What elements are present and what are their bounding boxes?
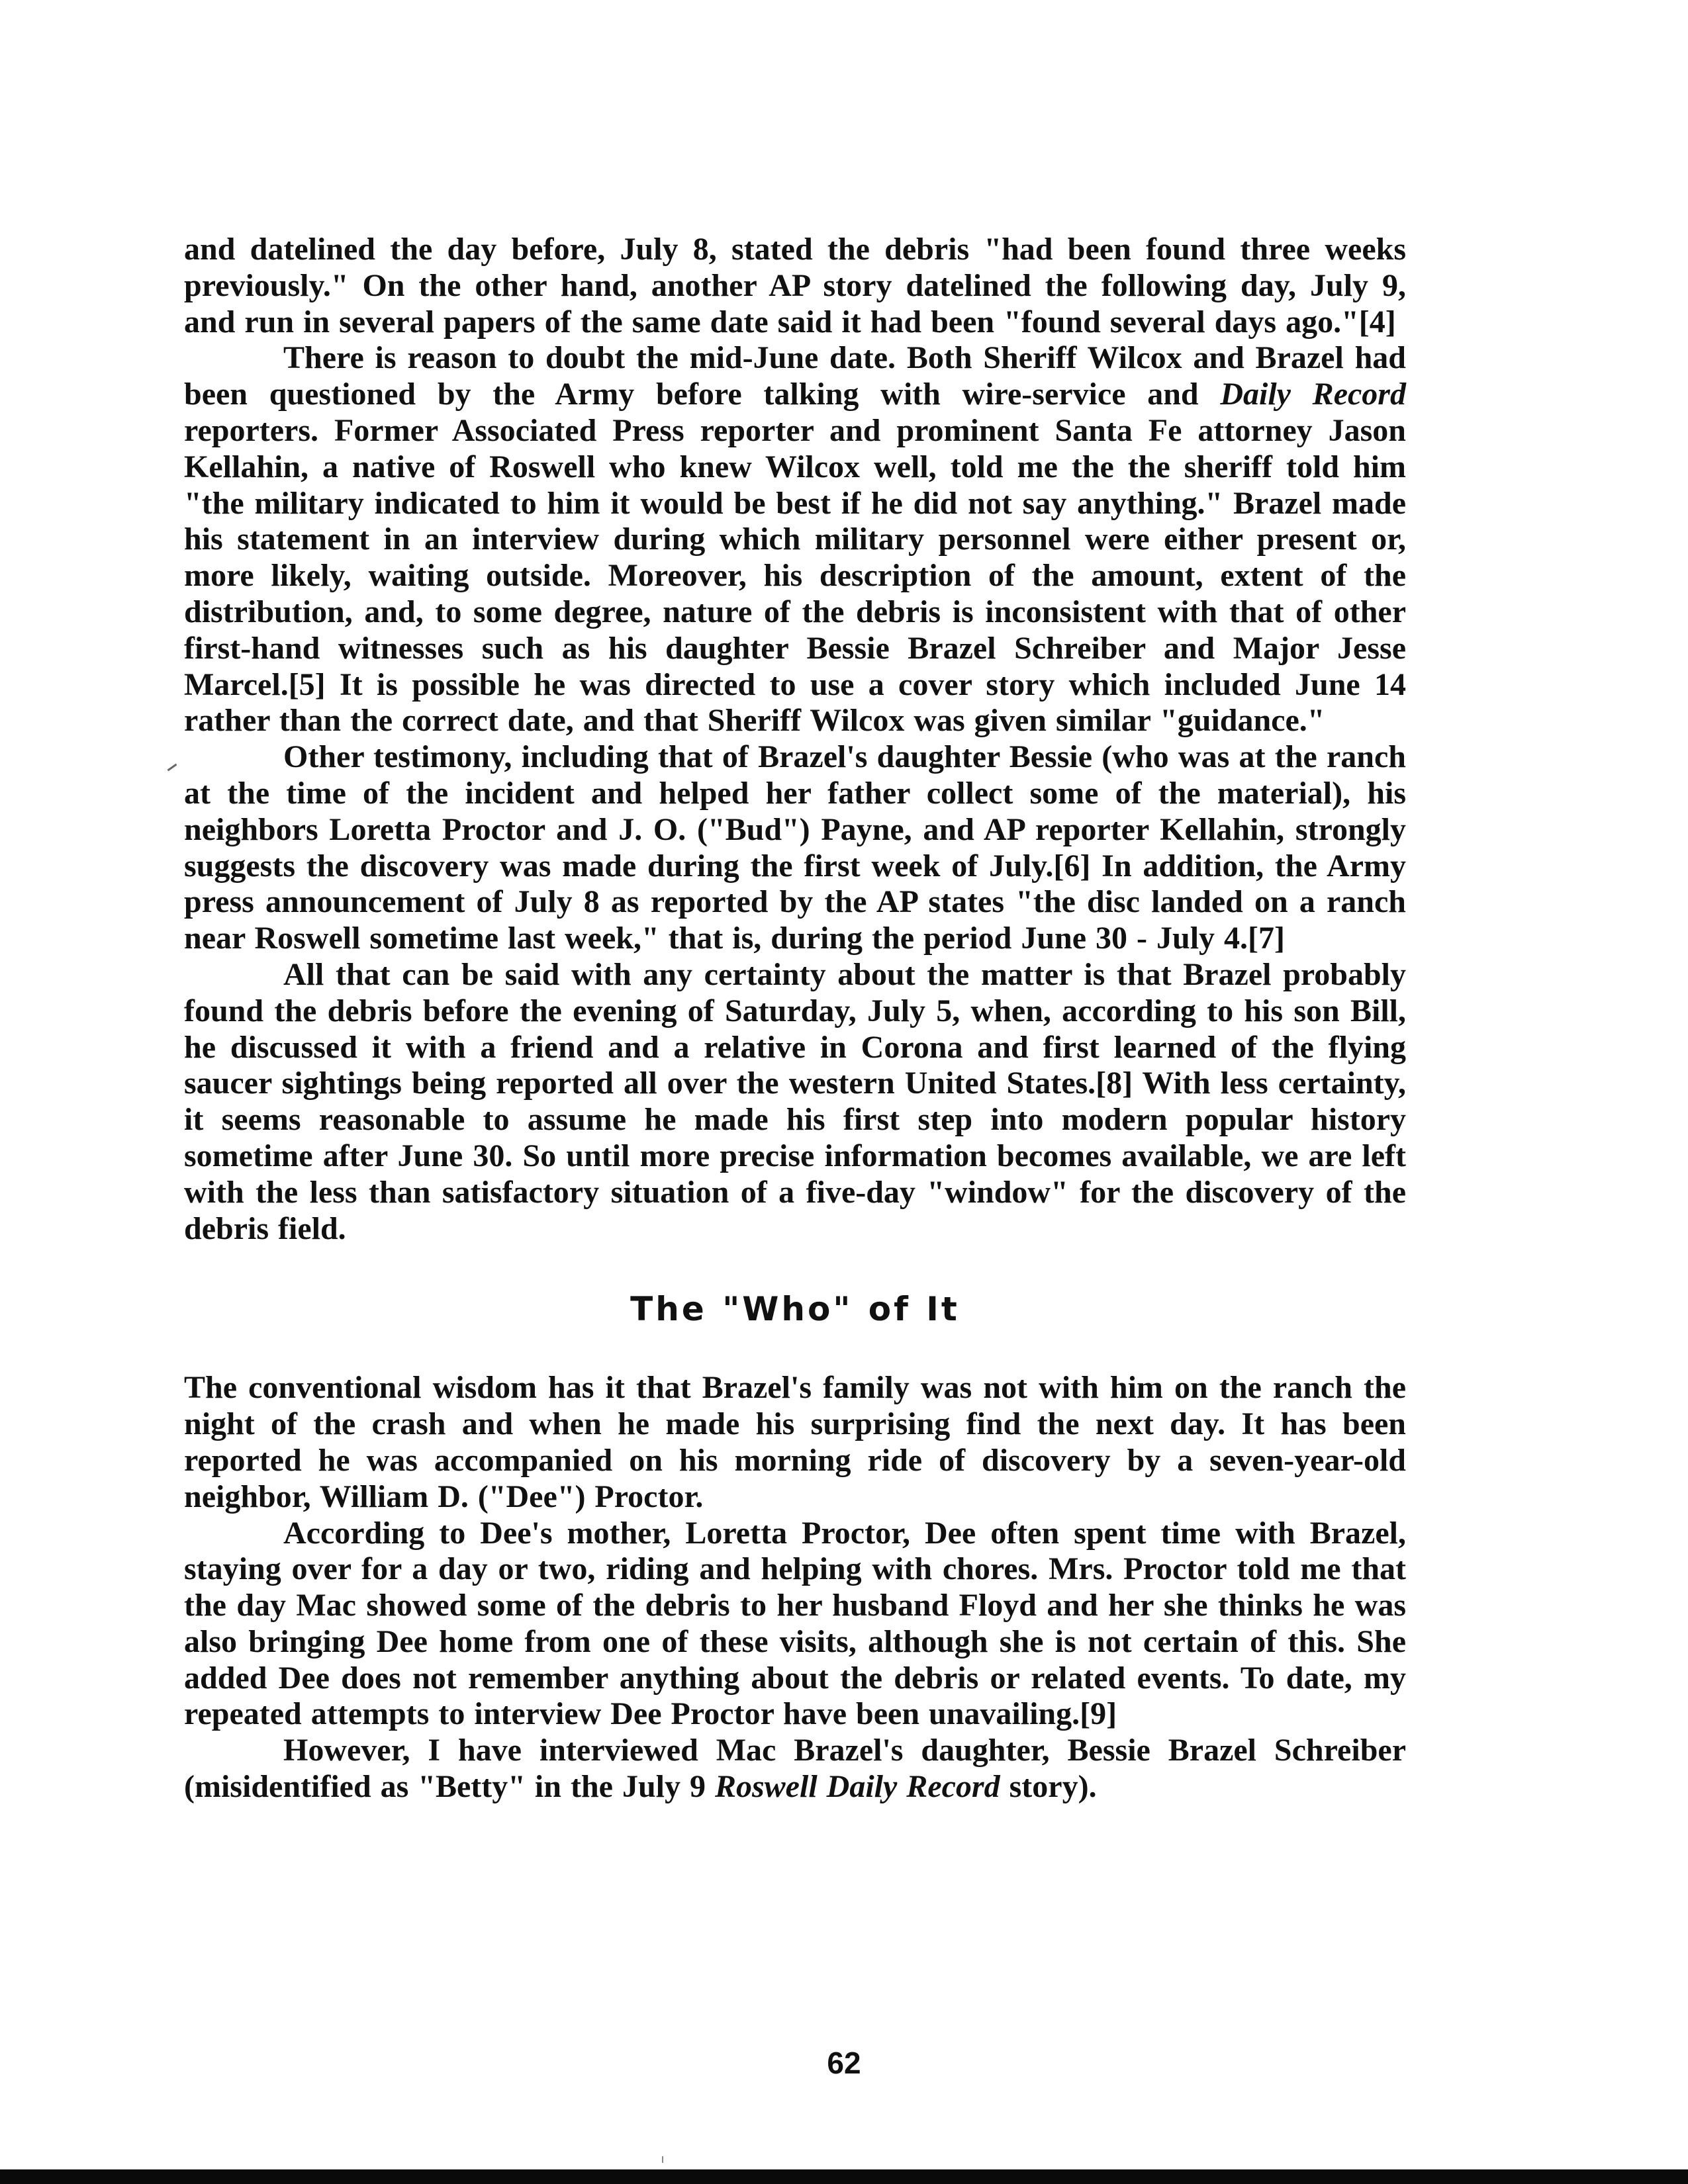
body-text-bottom [184,1370,1406,1805]
paragraph-text: story). [1000,1769,1097,1805]
paragraph-text: All that can be said with any certainty about the matter is that Brazel probably found the debris before the evening of Saturday, July 5, when, according to his son Bill, he discussed it with a friend and a relative in Corona and first learned of the flying saucer sightings being reported all over the western United States.[8] With less certainty, it seems reasonable to assume he made his first step into modern popular history sometime after June 30. So until more precise information becomes available, we are left with the less than satisfactory situation of a five-day "window" for the discovery of the debris field. [184,956,1406,1246]
paragraph-text: wisdom has it that Brazel's family was not with him on the ranch the night of the crash and when he made his surprising find the next day. It has been reported he was accompanied on his morning ride of discovery by a seven-year-old neighbor, William D. ("Dee") Proctor. [184,1370,1406,1514]
paragraph [184,1733,1406,1805]
scan-edge-bar [0,2169,1688,2184]
paragraph-text: and datelined the day before, July 8, stated the debris "had been found three weeks previously." On the other hand, another AP story datelined the following day, July 9, and run in several papers of the same date said it had been "found several days ago."[4] [184,232,1406,340]
paragraph-text: There is reason to doubt the mid-June date. Both Sheriff Wilcox and Brazel had been questioned by the Army before talking with wire-service and [184,340,1406,412]
section-heading: The "Who" of It [630,1290,960,1329]
paragraph [184,340,1406,739]
paragraph [184,1516,1406,1733]
paragraph [184,232,1406,340]
paragraph [184,957,1406,1247]
body-text-top [184,232,1406,1247]
text-column [184,232,1406,1805]
paragraph-text: Other testimony, including that of Brazel's daughter Bessie (who was at the ranch at the time of the incident and helped her father collect some of the material), his neighbors Loretta Proctor and J. O. ("Bud") Payne, and AP reporter Kellahin, strongly suggests the discovery was made during the first week of July.[6] In addition, the Army press announcement of July 8 as reported by the AP states "the disc landed on a ranch near Roswell sometime last week," that is, during the period June 30 - July 4.[7] [184,739,1406,956]
paragraph-text: According to Dee's mother, Loretta Proctor, Dee often spent time with Brazel, staying over for a day or two, riding and helping with chores. Mrs. Proctor told me that the day Mac showed some of the debris to her husband Floyd and her she thinks he was also bringing Dee home from one of these visits, although she is not certain of this. She added Dee does not remember anything about the debris or related events. To date, my repeated attempts to interview Dee Proctor have been unavailing.[9] [184,1515,1406,1732]
publication-title: Roswell Daily Record [714,1769,1000,1805]
publication-title: Daily Record [1220,377,1406,412]
page-number: 62 [827,2046,861,2080]
paragraph [184,739,1406,957]
paragraph-text: reporters. Former Associated Press reporter and prominent Santa Fe attorney Jason Kellahin, a native of Roswell who knew Wilcox well, told me the the sheriff told him "the military indicated to him it would be best if he did not say anything." Brazel made his statement in an interview during which military personnel were either present or, more likely, waiting outside. Moreover, his description of the amount, extent of the distribution, and, to some degree, nature of the debris is inconsistent with that of other first-hand witnesses such as his daughter Bessie Brazel Schreiber and Major Jesse Marcel.[5] It is possible he was directed to use a cover story which included June 14 rather than the correct date, and that Sheriff Wilcox was given similar "guidance." [184,412,1406,739]
lead-in-text: The conventional [184,1370,422,1406]
paragraph [184,1370,1406,1515]
margin-mark [167,764,177,772]
paragraph-text: However, I have interviewed Mac Brazel's daughter, Bessie Brazel Schreiber (misidentified as "Betty" in the July 9 [184,1733,1406,1805]
scan-mark [662,2156,663,2163]
